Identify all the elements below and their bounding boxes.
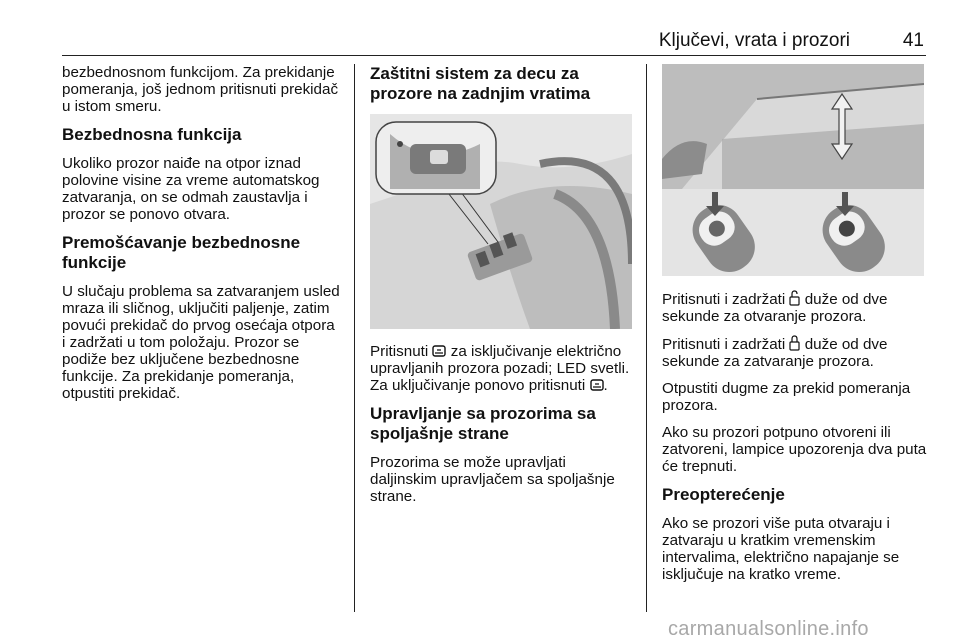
page-title: Ključevi, vrata i prozori [658, 30, 850, 51]
paragraph: Ako su prozori potpuno otvoreni ili zatvoreni, lampice upozorenja dva puta će trepnuti. [662, 424, 927, 475]
child-lock-icon [432, 344, 446, 358]
child-lock-icon [590, 378, 604, 392]
paragraph [370, 343, 632, 394]
remote-window-figure [662, 64, 924, 276]
paragraph-part: Pritisnuti [370, 343, 429, 360]
door-panel-figure [370, 114, 632, 329]
column-middle [370, 64, 632, 515]
section-heading: Zaštitni sistem za decu za prozore na zadnjim vratima [370, 64, 591, 103]
section-heading: Bezbednosna funkcija [62, 125, 242, 144]
section-heading: Upravljanje sa prozorima sa spoljašnje strane [370, 404, 596, 443]
column-divider [354, 64, 355, 612]
paragraph [662, 335, 928, 370]
paragraph-part: Pritisnuti i zadržati [662, 291, 786, 308]
paragraph: Prozorima se može upravljati daljinskim upravljačem sa spoljašnje strane. [370, 454, 615, 505]
column-divider [646, 64, 647, 612]
section-heading: Premošćavanje bezbednosne funkcije [62, 233, 301, 272]
paragraph-part: Pritisnuti i zadržati [662, 336, 786, 353]
paragraph-part: za isključivanje električno upravljanih prozora pozadi; LED svetli. Za uključivanje ponovo pritisnuti [370, 343, 630, 394]
unlock-icon [789, 290, 800, 306]
lock-icon [789, 335, 800, 351]
page-header [62, 30, 926, 52]
watermark: carmanualsonline.info [668, 618, 869, 640]
paragraph-part: . [603, 377, 608, 394]
paragraph [662, 290, 928, 325]
paragraph: Otpustiti dugme za prekid pomeranja prozora. [662, 380, 911, 414]
paragraph: U slučaju problema sa zatvaranjem usled mraza ili sličnog, uključiti paljenje, zatim povući prekidač do prvog osećaja otpora i zadržati u tom položaju. Prozor se podiže bez uključene bezbednosne funkcije. Za prekidanje pomeranja, otpustiti prekidač. [62, 283, 340, 402]
paragraph: Ukoliko prozor naiđe na otpor iznad polovine visine za vreme automatskog zatvaranja, on se odmah zaustavlja i prozor se ponovo otvara. [62, 155, 320, 223]
page-number: 41 [902, 30, 924, 51]
column-right [662, 64, 928, 593]
column-left [62, 64, 342, 412]
section-heading: Preopterećenje [662, 485, 785, 504]
paragraph: bezbednosnom funkcijom. Za prekidanje pomeranja, još jednom pritisnuti prekidač u istom smeru. [62, 64, 339, 115]
paragraph: Ako se prozori više puta otvaraju i zatvaraju u kratkim vremenskim intervalima, električno napajanje se isključuje na kratko vreme. [662, 515, 900, 583]
paragraph-part: duže od dve sekunde za zatvaranje prozora. [662, 336, 888, 370]
header-rule [62, 55, 926, 56]
paragraph-part: duže od dve sekunde za otvaranje prozora. [662, 291, 888, 325]
